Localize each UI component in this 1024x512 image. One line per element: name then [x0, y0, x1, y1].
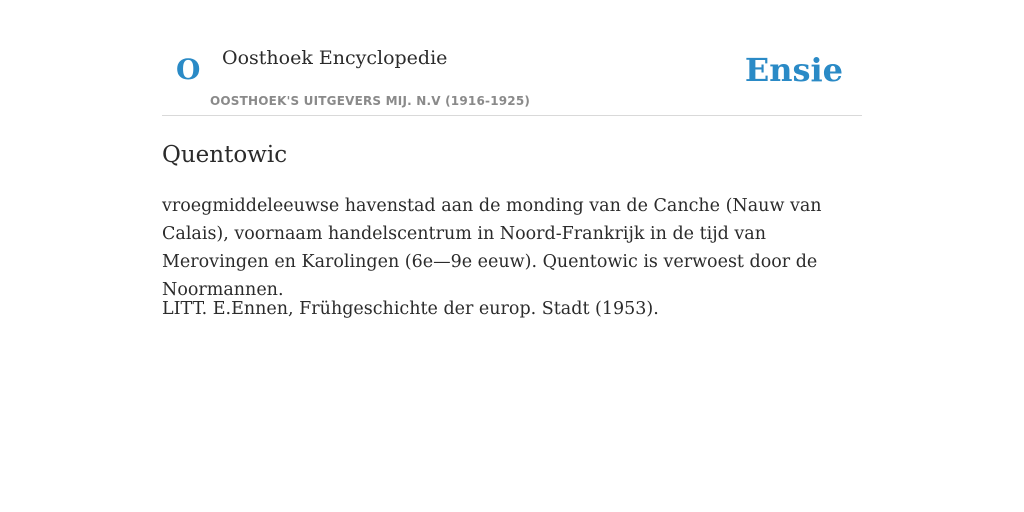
header	[162, 0, 862, 116]
ensie-logo-link[interactable]: Ensie	[744, 51, 843, 89]
book-title[interactable]: Oosthoek Encyclopedie	[222, 47, 448, 69]
publisher-label: OOSTHOEK'S UITGEVERS MIJ. N.V (1916-1925)	[210, 94, 531, 108]
page	[162, 0, 862, 512]
encyclopedia-logo[interactable]: O	[176, 53, 201, 86]
entry-literature: LITT. E.Ennen, Frühgeschichte der europ. Stadt (1953).	[162, 299, 659, 319]
entry-title: Quentowic	[162, 142, 288, 168]
entry-body: vroegmiddeleeuwse havenstad aan de monding van de Canche (Nauw van Calais), voornaam handelscentrum in Noord-Frankrijk in de tijd van Merovingen en Karolingen (6e—9e eeuw). Quentowic is verwoest door de Noormannen.	[162, 196, 822, 300]
